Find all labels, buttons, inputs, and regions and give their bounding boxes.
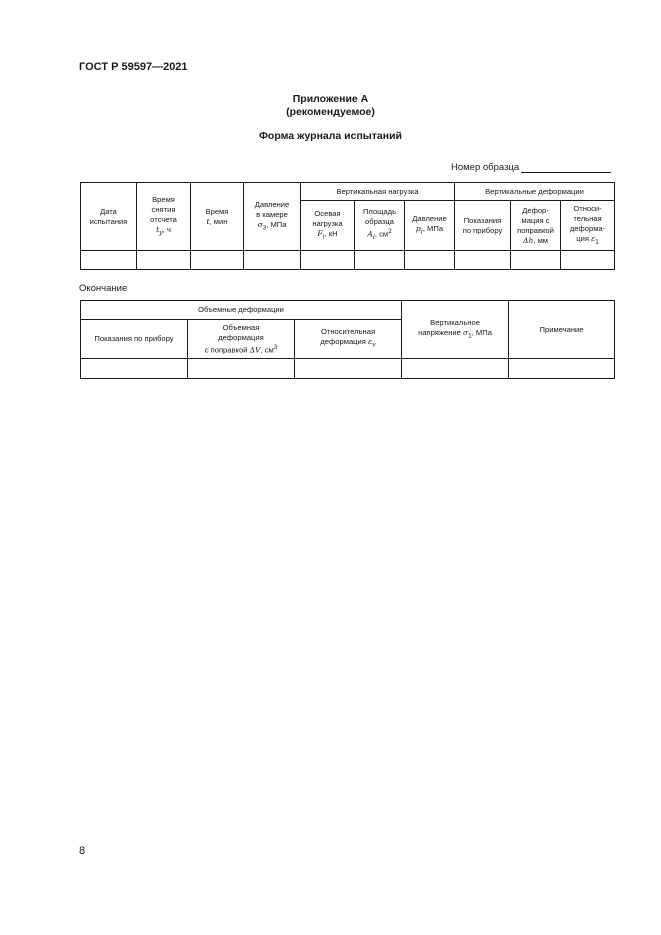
table-row [81,359,615,379]
col-axial-load: Осевая нагрузка $F_i$, кН [301,201,355,251]
col-pressure: Давление $p_i$, МПа [405,201,455,251]
table-row [81,251,615,270]
col-note: Примечание [509,301,615,359]
group-vertical-deformation: Вертикальные деформации [455,183,615,201]
test-log-table [80,182,615,270]
sample-number-blank [521,163,611,173]
continuation-label: Окончание [79,283,128,294]
col-sample-area: Площадь образца $A_i$, $см^2$ [355,201,405,251]
col-relative-volume-deformation: Относительная деформация $\varepsilon_v$ [295,320,402,359]
col-test-date: Дата испытания [81,183,137,251]
standard-code: ГОСТ Р 59597—2021 [79,61,188,73]
col-volume-deformation: Объемная деформация с поправкой ΔV, $см^3$ [188,320,295,359]
appendix-title: Приложение А [292,93,369,105]
group-volume-deformation: Объемные деформации [81,301,402,320]
col-device-reading: Показания по прибору [81,320,188,359]
col-reading-time: Время снятия отсчета $t_y$, ч [137,183,191,251]
group-vertical-load: Вертикальная нагрузка [301,183,455,201]
col-time-min: Время t, мин [191,183,244,251]
form-title: Форма журнала испытаний [258,130,403,142]
page-number: 8 [79,845,86,857]
col-relative-deformation: Относи- тельная деформа- ция $\varepsilon_1$ [561,201,615,251]
col-vertical-stress: Вертикальное напряжение $\sigma_1$, МПа [402,301,509,359]
col-corrected-deformation: Дефор- мация с поправкой Δh, мм [511,201,561,251]
test-log-table-continued [80,300,615,379]
sample-number-field [451,162,611,173]
col-device-reading: Показания по прибору [455,201,511,251]
sample-number-label: Номер образца [451,162,520,173]
appendix-subtitle: (рекомендуемое) [286,106,375,118]
col-chamber-pressure: Давление в камере $\sigma_3$, МПа [244,183,301,251]
